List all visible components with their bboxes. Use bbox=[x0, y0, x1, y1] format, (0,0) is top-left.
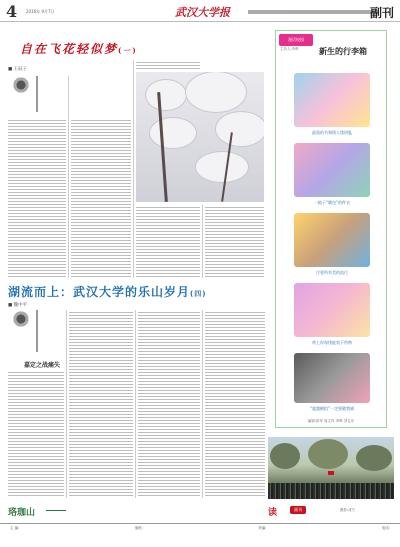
sidebar-item bbox=[280, 73, 384, 139]
article1-title bbox=[20, 40, 138, 57]
article2-col4 bbox=[205, 310, 265, 498]
column-rule bbox=[68, 76, 69, 278]
sidebar-panel bbox=[275, 30, 387, 428]
sidebar-item bbox=[280, 353, 384, 415]
sidebar-item bbox=[280, 283, 384, 349]
article1-col3-top bbox=[136, 60, 200, 70]
imprint-item: 责编: bbox=[258, 526, 267, 530]
suitcase-pink-illustration bbox=[294, 283, 370, 337]
imprint-item: 主 编: bbox=[10, 526, 20, 530]
article1-col3 bbox=[136, 205, 200, 278]
blossom-photo bbox=[136, 72, 264, 202]
photo-caption-strip bbox=[268, 428, 394, 436]
sidebar-item bbox=[280, 213, 384, 279]
sidebar-caption: 讨要所有美的流行 bbox=[316, 270, 348, 275]
article2-col2 bbox=[69, 310, 133, 498]
sidebar-item bbox=[280, 143, 384, 209]
footer-left-title: 珞珈山 bbox=[8, 508, 36, 518]
article1-byline: ■ 王辰子 bbox=[8, 67, 28, 72]
sidebar-title: 新生的行李箱 bbox=[319, 47, 367, 56]
column-rule bbox=[202, 310, 203, 498]
article2-subhead: 嘉定之战痛失 bbox=[24, 362, 61, 369]
article2-title-text: 湖流而上：武汉大学的乐山岁月 bbox=[8, 285, 191, 299]
sidebar-credit: 编辑:彭军 周文祥 李晔 刘礼东 bbox=[307, 419, 355, 423]
suitcase-clothes-illustration bbox=[294, 143, 370, 197]
imprint-item: 电话: bbox=[381, 526, 390, 530]
sidebar-header bbox=[279, 34, 385, 64]
sidebar-caption: 带上你每钱能装下所物 bbox=[312, 340, 352, 345]
footer-right-logo: 读 bbox=[268, 508, 278, 518]
imprint-line bbox=[0, 526, 400, 536]
crowd-photo bbox=[268, 437, 394, 499]
article1-title-suffix: (一) bbox=[118, 46, 138, 55]
sidebar-host: 主持人:李晔 bbox=[280, 47, 299, 51]
article2-col3 bbox=[138, 310, 200, 498]
section-name: 副刊 bbox=[369, 6, 394, 20]
sidebar-caption: 一箱子“暖包”的件衣 bbox=[313, 200, 351, 205]
article1-col2 bbox=[71, 118, 131, 278]
article2-title-suffix: (四) bbox=[190, 290, 207, 298]
masthead: 武汉大学报 bbox=[175, 6, 230, 19]
page-number: 4 bbox=[6, 2, 18, 21]
suitcase-gray-illustration bbox=[294, 353, 370, 403]
sidebar-logo: 漫话校园 bbox=[279, 34, 313, 46]
footer-left-deco bbox=[46, 510, 66, 511]
suitcase-guitar-illustration bbox=[294, 213, 370, 267]
article1-col1 bbox=[8, 118, 66, 278]
article2-col1 bbox=[8, 370, 64, 498]
bottom-rule bbox=[0, 523, 400, 524]
ornament-icon bbox=[12, 310, 30, 328]
sidebar-caption: “超越模拟”一定要随我铺 bbox=[309, 406, 355, 411]
column-rule bbox=[202, 205, 203, 278]
article1-title-text: 自在飞花轻似梦 bbox=[20, 42, 119, 56]
sidebar-caption: 最需的书和情人缘钥匙 bbox=[312, 130, 352, 135]
suitcase-books-illustration bbox=[294, 73, 370, 127]
article2-title bbox=[8, 283, 206, 300]
article1-intro bbox=[36, 76, 94, 112]
column-rule bbox=[66, 310, 67, 498]
date-line: 2016年 9月7日 bbox=[26, 9, 55, 14]
imprint-item: 值班: bbox=[134, 526, 143, 530]
article2-intro bbox=[36, 310, 64, 352]
article1-col4 bbox=[205, 205, 264, 278]
article2-byline: ■ 魏中平 bbox=[8, 303, 28, 308]
footer-right-badge: 副刊 bbox=[290, 506, 306, 514]
photo-credit: 摄影:成方 bbox=[340, 508, 356, 512]
ornament-icon bbox=[12, 76, 30, 94]
header-band bbox=[248, 10, 378, 14]
column-rule bbox=[133, 60, 134, 278]
page-header bbox=[0, 0, 400, 22]
column-rule bbox=[135, 310, 136, 498]
